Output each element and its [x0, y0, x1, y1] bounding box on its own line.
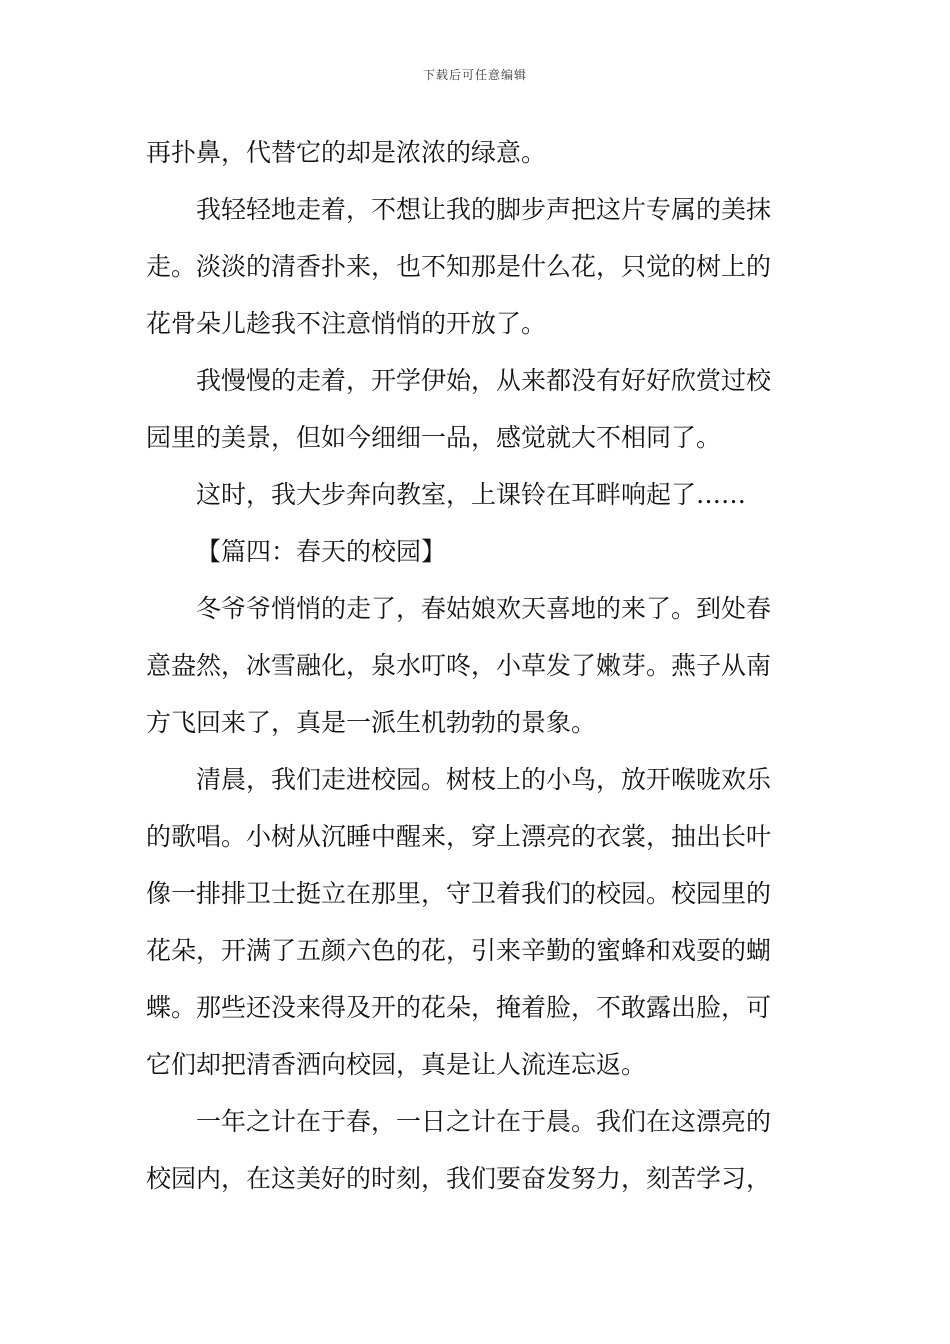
- text-line: 花骨朵儿趁我不注意悄悄的开放了。: [146, 309, 547, 338]
- text-line: 方飞回来了，真是一派生机勃勃的景象。: [146, 708, 597, 737]
- text-line: 我轻轻地走着，不想让我的脚步声把这片专属的美抹: [196, 195, 772, 224]
- text-line: 这时，我大步奔向教室，上课铃在耳畔响起了……: [196, 480, 747, 509]
- text-line: 我慢慢的走着，开学伊始，从来都没有好好欣赏过校: [196, 366, 772, 395]
- text-line: 的歌唱。小树从沉睡中醒来，穿上漂亮的衣裳，抽出长叶: [146, 822, 772, 851]
- text-line: 像一排排卫士挺立在那里，守卫着我们的校园。校园里的: [146, 879, 772, 908]
- text-line: 蝶。那些还没来得及开的花朵，掩着脸，不敢露出脸，可: [146, 993, 772, 1022]
- text-line: 花朵，开满了五颜六色的花，引来辛勤的蜜蜂和戏耍的蝴: [146, 936, 772, 965]
- page-header: 下载后可任意编辑: [422, 68, 527, 82]
- document-body: [146, 124, 808, 1207]
- text-line: 意盎然，冰雪融化，泉水叮咚，小草发了嫩芽。燕子从南: [146, 651, 772, 680]
- text-line: 校园内，在这美好的时刻，我们要奋发努力，刻苦学习，: [146, 1164, 772, 1193]
- text-line: 它们却把清香洒向校园，真是让人流连忘返。: [146, 1050, 647, 1079]
- text-line: 再扑鼻，代替它的却是浓浓的绿意。: [146, 138, 547, 167]
- section-heading: 【篇四：春天的校园】: [196, 537, 447, 566]
- text-line: 冬爷爷悄悄的走了，春姑娘欢天喜地的来了。到处春: [196, 594, 772, 623]
- text-line: 园里的美景，但如今细细一品，感觉就大不相同了。: [146, 423, 722, 452]
- text-line: 清晨，我们走进校园。树枝上的小鸟，放开喉咙欢乐: [196, 765, 772, 794]
- text-line: 走。淡淡的清香扑来，也不知那是什么花，只觉的树上的: [146, 252, 772, 281]
- text-line: 一年之计在于春，一日之计在于晨。我们在这漂亮的: [196, 1107, 772, 1136]
